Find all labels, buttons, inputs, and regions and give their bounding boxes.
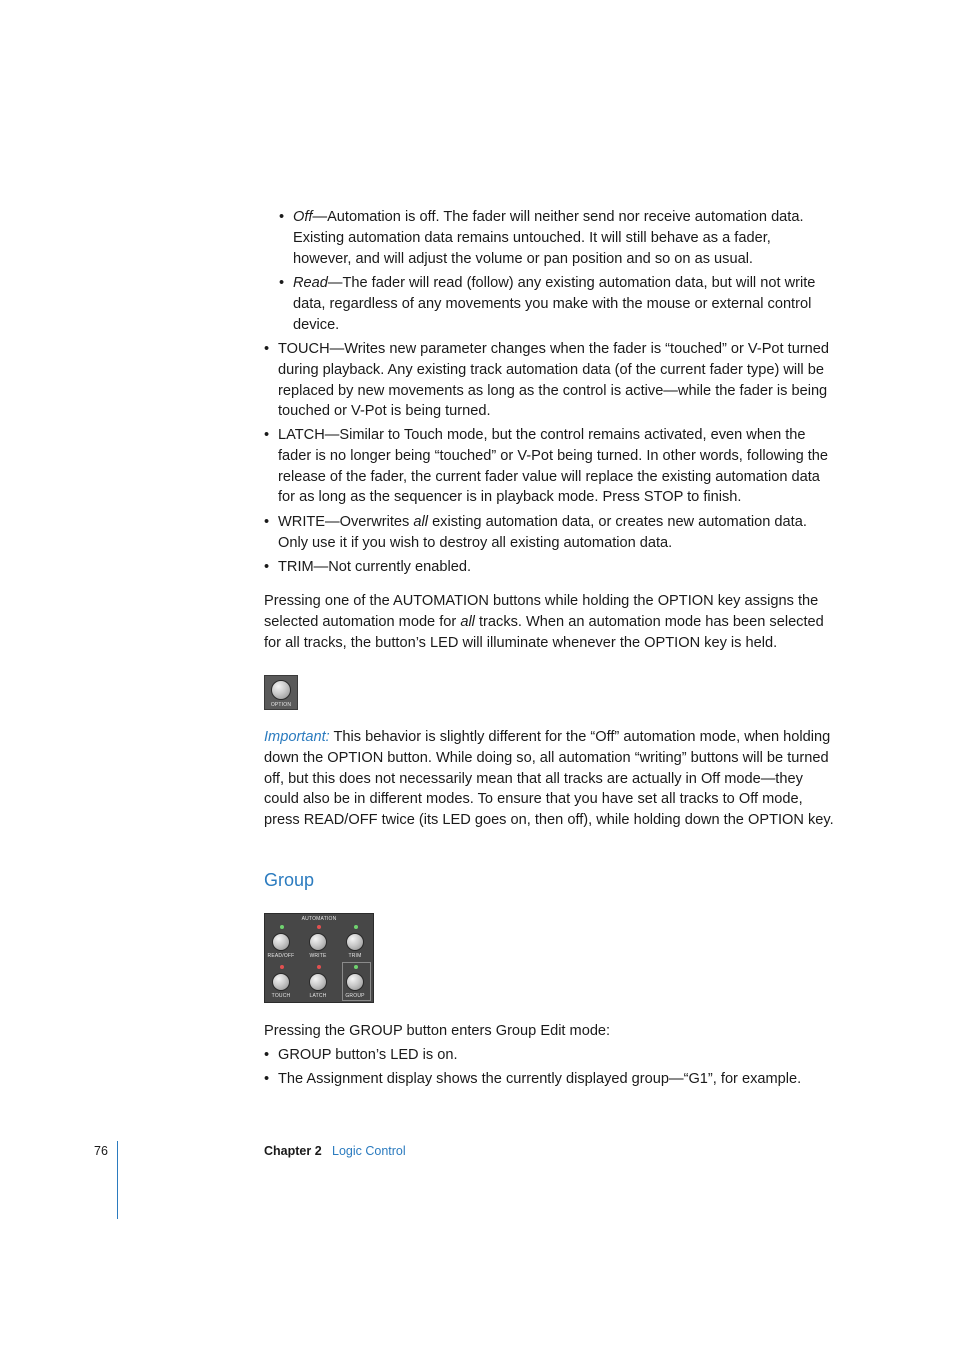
write-label: WRITE: [309, 953, 327, 959]
latch-label: LATCH: [309, 993, 327, 999]
bullet-marker: •: [264, 1071, 270, 1087]
trim-knob: [346, 933, 364, 951]
option-button-image: [264, 675, 298, 710]
latch-knob: [309, 973, 327, 991]
section-heading-group: Group: [264, 870, 315, 890]
bullet-marker: •: [264, 1047, 270, 1063]
option-knob: [271, 680, 291, 700]
bullet-text: The Assignment display shows the currently displayed group—“G1”, for example.: [278, 1071, 802, 1087]
touch-knob: [272, 973, 290, 991]
automation-panel-image: [264, 913, 374, 1003]
sub-bullet-text: Read—The fader will read (follow) any existing automation data, but will not write data, regardless of any movements you make with the mouse or external control device.: [293, 275, 816, 333]
bullet-marker: •: [264, 427, 270, 443]
bullet-marker: •: [279, 275, 285, 291]
bullet-marker: •: [264, 341, 270, 357]
write-knob: [309, 933, 327, 951]
group-label: GROUP: [345, 993, 365, 999]
trim-label: TRIM: [348, 953, 362, 959]
page-number: 76: [94, 1144, 108, 1158]
bullet-text: GROUP button’s LED is on.: [278, 1047, 458, 1063]
option-button-label: OPTION: [270, 702, 292, 708]
led-touch: [280, 965, 284, 969]
bullet-text: LATCH—Similar to Touch mode, but the control remains activated, even when the fader is no longer being “touched” or V-Pot being turned. In other words, following the release of the fader, the current fader value will replace the existing automation data for as long as the sequencer is in playback mode. Press STOP to finish.: [278, 427, 829, 506]
bullet-text: TOUCH—Writes new parameter changes when the fader is “touched” or V-Pot turned during playback. Any existing track automation data (of the current fader type) will be replaced by new movements as long as the control is active—while the fader is being touched or V-Pot is being turned.: [278, 341, 830, 420]
chapter-title: Logic Control: [332, 1144, 406, 1158]
automation-panel-title: AUTOMATION: [301, 916, 337, 922]
footer-rule: [117, 1141, 118, 1219]
read-off-label: READ/OFF: [267, 953, 295, 959]
important-label: Important:: [264, 729, 330, 745]
sub-bullet-text: Off—Automation is off. The fader will neither send nor receive automation data. Existing automation data remains untouched. It will still behave as a fader, however, and will adjust the volume or pan position and so on as usual.: [293, 209, 804, 267]
led-read-off: [280, 925, 284, 929]
bullet-marker: •: [264, 514, 270, 530]
bullet-marker: •: [264, 559, 270, 575]
option-paragraph: Pressing one of the AUTOMATION buttons while holding the OPTION key assigns the selected automation mode for all tracks. When an automation mode has been selected for all tracks, the button’s LED will illuminate whenever the OPTION key is held.: [264, 593, 824, 651]
led-write: [317, 925, 321, 929]
group-knob: [346, 973, 364, 991]
led-latch: [317, 965, 321, 969]
bullet-marker: •: [279, 209, 285, 225]
bullet-text: TRIM—Not currently enabled.: [278, 559, 472, 575]
chapter-label: Chapter 2: [264, 1144, 322, 1158]
read-off-knob: [272, 933, 290, 951]
important-note: Important: This behavior is slightly different for the “Off” automation mode, when holding down the OPTION button. While doing so, all automation “writing” buttons will be turned off, but this does not necessarily mean that all tracks are actually in Off mode—they could also be in different modes. To ensure that you have set all tracks to Off mode, press READ/OFF twice (its LED goes on, then off), while holding down the OPTION key.: [264, 729, 834, 829]
group-intro: Pressing the GROUP button enters Group Edit mode:: [264, 1023, 611, 1039]
led-trim: [354, 925, 358, 929]
touch-label: TOUCH: [271, 993, 291, 999]
bullet-text: WRITE—Overwrites all existing automation data, or creates new automation data. Only use it if you wish to destroy all existing automation data.: [278, 514, 807, 551]
